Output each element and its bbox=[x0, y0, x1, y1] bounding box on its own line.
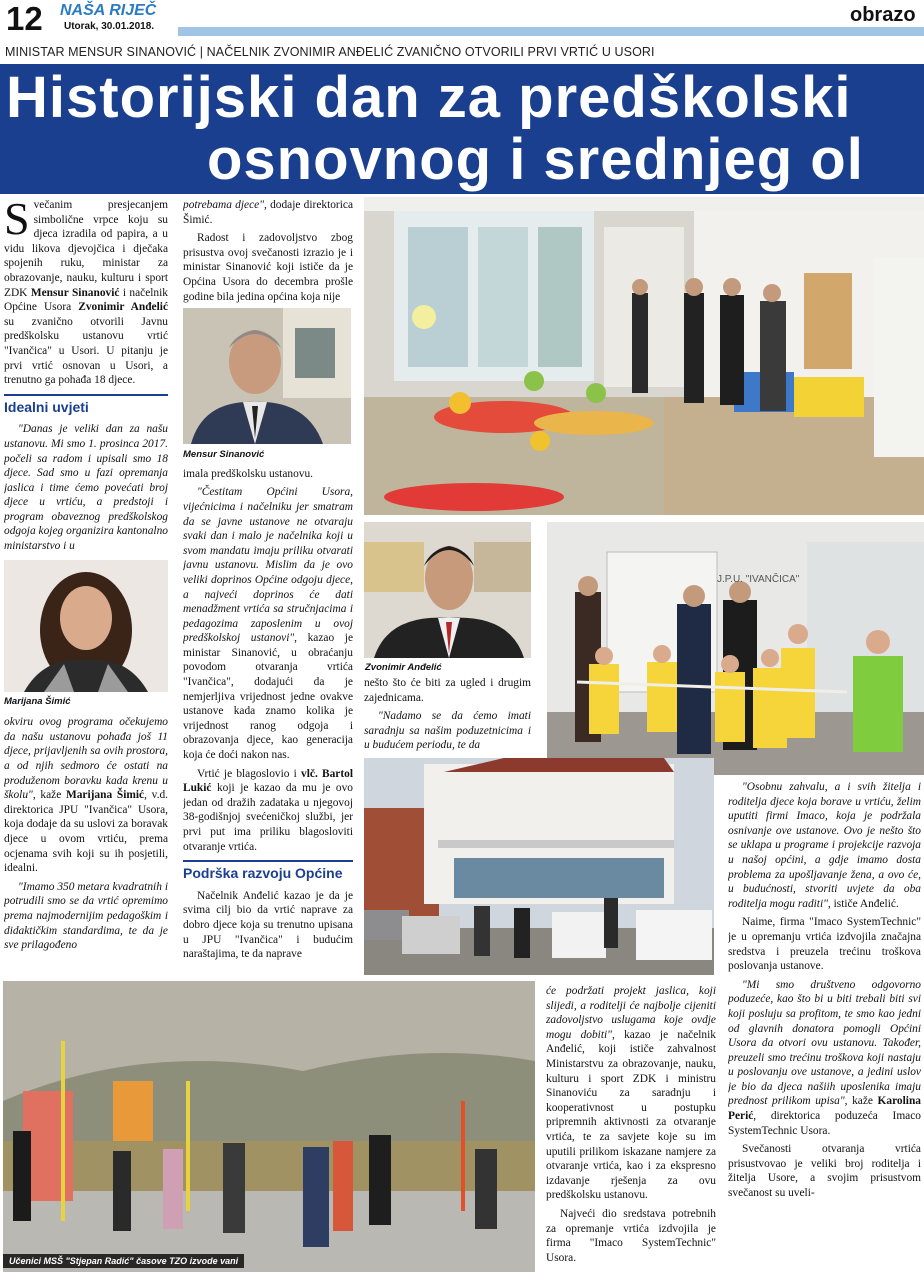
classroom-image bbox=[364, 197, 924, 515]
portrait-simic bbox=[4, 560, 168, 692]
building-image bbox=[364, 758, 714, 975]
col3-paragraph-1: nešto što će biti za ugled i drugim zajednicama. bbox=[364, 677, 531, 704]
building-photo bbox=[364, 758, 714, 975]
col1-paragraph-3: okviru ovog programa očekujemo da našu ustanovu pohađa još 11 djece, prijavljenih sa ovih prostora, a od njih sedmoro će ostati na produženom boravku kada krenu u školu", kaže Marijana Šimić, v.d. direktorica JPU "Ivančica" Usora, koja dodaje da su uslovi za boravak djece u ovom vrtiću, prema ocjenama svih koji su ih posjetili, idealni. bbox=[4, 716, 168, 875]
column-5 bbox=[546, 984, 716, 1278]
col2-paragraph-5: Vrtić je blagoslovio i vlč. Bartol Lukić koji je kazao da mu je ovo jedan od dražih zadataka u njegovoj 38-godišnjoj svećeničkoj službi, jer prvi put ima priliku blagosloviti otvaranje vrtića. bbox=[183, 767, 353, 853]
column-4 bbox=[728, 780, 921, 1278]
col5-paragraph-1: će podržati projekt jaslica, koji slijedi, a roditelji će najbolje cijeniti zadovoljstvo uslugama koje ovdje mogu dobiti", kazao je načelnik Anđelić, koji ističe zahvalnost Ministarstvu za obrazovanje, nauku, kulturu i sport ZDK i ministru Sinanoviću za saradnju i kooperativnost u postupku pripremnih aktivnosti za otvaranje vrtića, te za savjete koje su im uputili prilikom iskazane namjere za otvaranje vrtića, kao i za ekspresno izdavanje rješenja za ovu predškolsku ustanovu. bbox=[546, 985, 716, 1202]
header-rule bbox=[178, 27, 924, 36]
kicker: MINISTAR MENSUR SINANOVIĆ | NAČELNIK ZVONIMIR ANĐELIĆ ZVANIČNO OTVORILI PRVI VRTIĆ U USORI bbox=[5, 45, 655, 59]
lead-paragraph: Svečanim presjecanjem simbolične vrpce koju su djeca izradila od papira, a u vidu likova djevojčica i dječaka spojenih ruku, ministar za obrazovanje, nauku, kulturu i sport ZDK Mensur Sinanović i načelnik Općine Usora Zvonimir Anđelić su zvanično otvorili Javnu predškolsku ustanovu vrtić "Ivančica" u Usori. U pitanju je prvi vrtić osnovan u Usori, a trenutno ga pohađa 18 djece. bbox=[4, 198, 168, 387]
dropcap: S bbox=[4, 198, 30, 244]
man-portrait-image bbox=[183, 308, 351, 444]
portrait-andelic bbox=[364, 522, 531, 658]
man-portrait-image bbox=[364, 522, 531, 658]
issue-date: Utorak, 30.01.2018. bbox=[64, 21, 155, 32]
playground-photo bbox=[3, 981, 535, 1272]
classroom-photo bbox=[364, 197, 924, 515]
ribbon-cutting-photo bbox=[547, 522, 924, 775]
col2-paragraph-3: imala predškolsku ustanovu. bbox=[183, 467, 314, 480]
col4-paragraph-1: "Osobnu zahvalu, a i svih žitelja i roditelja djece koja borave u vrtiću, želim uputiti firmi Imaco, koja je podržala osnivanje ove ustanove. Ovo je nešto što se uklapa u programe i projekcije razvoja u našoj općini, a gdje imamo dosta problema za upošljavanje žena, a ovo će, u budućnosti, stvoriti uvjete da oba roditelja mogu raditi", ističe Anđelić. bbox=[728, 781, 921, 910]
column-2 bbox=[183, 198, 353, 978]
subhead-ideal-conditions: Idealni uvjeti bbox=[4, 394, 168, 415]
col2-paragraph-1: potrebama djece", dodaje direktorica Šimić. bbox=[183, 199, 353, 226]
col4-paragraph-4: Svečanosti otvaranja vrtića prisustvovao je veliki broj roditelja i žitelja Usore, a svojim prisustvom svečanost su uveli- bbox=[728, 1143, 921, 1200]
paper-name: NAŠA RIJEČ bbox=[60, 2, 157, 19]
column-1 bbox=[4, 198, 168, 978]
caption-playground: Učenici MSŠ "Stjepan Radić" časove TZO izvode vani bbox=[3, 1254, 244, 1268]
sign-ivancica: J.P.U. "IVANČICA" bbox=[717, 574, 800, 585]
col2-paragraph-4: "Čestitam Općini Usora, vijećnicima i načelniku jer smatram da se javne ustanove ne otvaraju svaki dan i malo je načelnika koji u svom mandatu imaju priliku otvarati javnu ustanovu. Mislim da je ovo veliki doprinos Općine odgoju djece, a najveći doprinos će dati menadžment vrtića sa stručnjacima i pedagozima zaposlenim u ovoj predškolskoj ustanovi", kazao je ministar Sinanović, u obraćanju povodom otvaranja vrtića "Ivančica", dodajući da je nemjerljiva vrijednost jedne ovakve ustanove kada znamo kolika je vrijednost ranog odgoja i obrazovanja djece, kao generacija koja će doći nakon nas. bbox=[183, 486, 353, 762]
col1-paragraph-4: "Imamo 350 metara kvadratnih i potrudili smo se da vrtić opremimo prema najmodernijim pedagoškim i didaktičkim standardima, te da je sve prilagođeno bbox=[4, 880, 168, 952]
headline-line2: osnovnog i srednjeg ol bbox=[207, 127, 864, 192]
subhead-municipality-support: Podrška razvoju Općine bbox=[183, 860, 353, 881]
col4-paragraph-3: "Mi smo društveno odgovorno poduzeće, kao što bi u biti trebali biti svi koji posluju sa profitom, te smo kao jedni od glavnih donatora pomogli Općini Usora da otvori ovu ustanovu. Također, preuzeli smo trećinu troškova koji nastaju u poslovanju ove ustanove, a jedini uslov je bio da djeca našiih uposlenika imaju prednost prilikom upisa", kaže Karolina Perić, direktorica poduzeća Imaco SystemTechnic Usora. bbox=[728, 978, 921, 1137]
caption-andelic: Zvonimir Anđelić bbox=[365, 662, 442, 673]
portrait-sinanovic bbox=[183, 308, 351, 444]
caption-sinanovic: Mensur Sinanović bbox=[183, 449, 265, 461]
col2-paragraph-6: Načelnik Anđelić kazao je da je svima cilj bio da vrtić naprave za dobro djece koja su trenutno upisana u JPU "Ivančica" i budućim naraštajima, te da naprave bbox=[183, 889, 353, 961]
section-name: obrazo bbox=[850, 4, 916, 26]
headline-line1: Historijski dan za predškolski bbox=[6, 65, 852, 130]
quote-paragraph: "Danas je veliki dan za našu ustanovu. Mi smo 1. prosinca 2017. počeli sa radom i upisali smo 18 djece. Sad smo u fazi opremanja jaslica i time ćemo povećati broj djece u vrtiću, a predstoji i program obaveznog predškolskog odgoja kojeg organizira kantonalno ministarstvo i u bbox=[4, 423, 168, 553]
col2-paragraph-2: Radost i zadovoljstvo zbog prisustva ovoj svečanosti izrazio je i ministar Sinanović koji ističe da je Općina Usora do decembra prošle godine bila jedina općina koja nije bbox=[183, 232, 353, 303]
caption-simic: Marijana Šimić bbox=[4, 695, 71, 707]
col5-paragraph-2: Najveći dio sredstava potrebnih za opremanje vrtića izdvojila je firma "Imaco SystemTechnic" Usora. bbox=[546, 1207, 716, 1264]
col4-paragraph-2: Naime, firma "Imaco SystemTechnic" je u opremanju vrtića izdvojila značajna sredstva i preuzela trećinu troškova poslovanja ustanove. bbox=[728, 916, 921, 973]
woman-portrait-image bbox=[4, 560, 168, 692]
column-3 bbox=[364, 676, 531, 756]
page-number: 12 bbox=[6, 0, 43, 37]
col3-paragraph-2: "Nadamo se da ćemo imati saradnju sa našim poduzetnicima i u budućem periodu, te da bbox=[364, 710, 531, 752]
playground-image bbox=[3, 981, 535, 1272]
ribbon-cutting-image bbox=[547, 522, 924, 775]
